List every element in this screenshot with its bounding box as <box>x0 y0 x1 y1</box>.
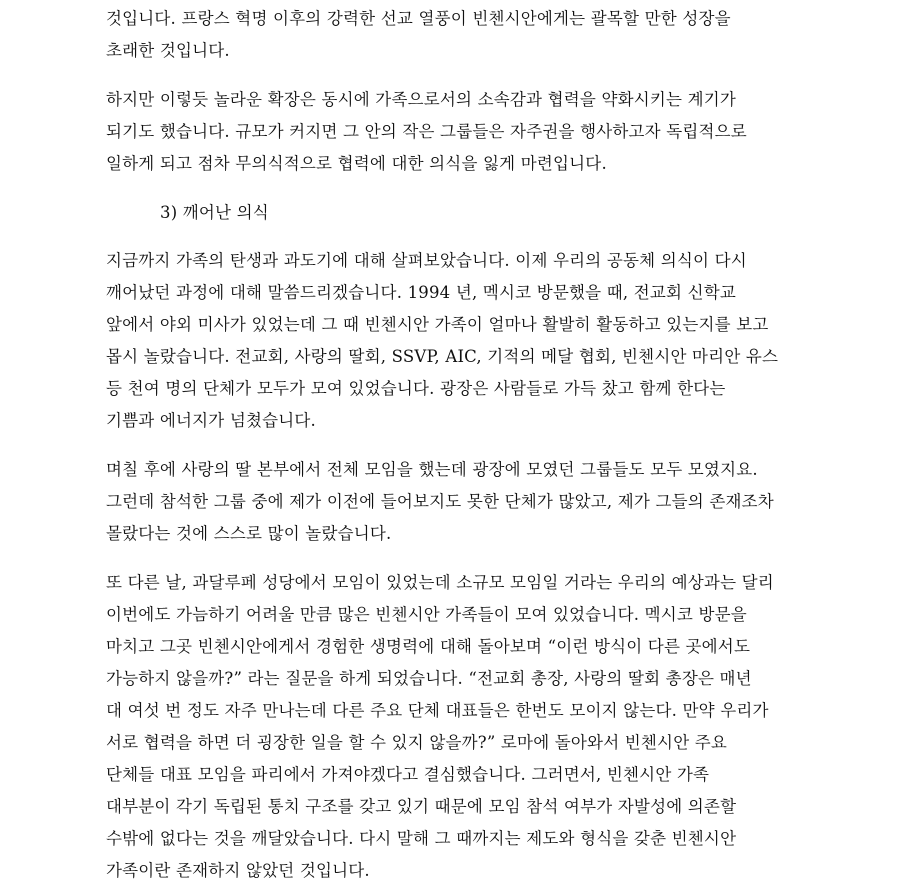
text-line: 또 다른 날, 과달루페 성당에서 모임이 있었는데 소규모 모임일 거라는 우리의 예상과는 달리 <box>106 573 774 592</box>
text-line: 기쁨과 에너지가 넘쳤습니다. <box>106 411 317 430</box>
text-line: 몰랐다는 것에 스스로 많이 놀랐습니다. <box>106 524 392 543</box>
text-line: 지금까지 가족의 탄생과 과도기에 대해 살펴보았습니다. 이제 우리의 공동체 의식이 다시 <box>106 251 747 270</box>
text-line: 등 천여 명의 단체가 모두가 모여 있었습니다. 광장은 사람들로 가득 찼고 함께 한다는 <box>106 379 726 398</box>
text-line: 일하게 되고 점차 무의식적으로 협력에 대한 의식을 잃게 마련입니다. <box>106 154 607 173</box>
text-line: 며칠 후에 사랑의 딸 본부에서 전체 모임을 했는데 광장에 모였던 그룹들도 모두 모였지요. <box>106 460 758 479</box>
text-line: 수밖에 없다는 것을 깨달았습니다. 다시 말해 그 때까지는 제도와 형식을 갖춘 빈첸시안 <box>106 829 737 848</box>
text-line: 단체들 대표 모임을 파리에서 가져야겠다고 결심했습니다. 그러면서, 빈첸시안 가족 <box>106 765 710 784</box>
text-line: 이번에도 가늠하기 어려울 만큼 많은 빈첸시안 가족들이 모여 있었습니다. 멕시코 방문을 <box>106 605 747 624</box>
section-heading: 3) 깨어난 의식 <box>160 203 269 222</box>
text-line: 마치고 그곳 빈첸시안에게서 경험한 생명력에 대해 돌아보며 “이런 방식이 다른 곳에서도 <box>106 637 751 656</box>
text-line: 대 여섯 번 정도 자주 만나는데 다른 주요 단체 대표들은 한번도 모이지 않는다. 만약 우리가 <box>106 701 769 720</box>
text-line: 가족이란 존재하지 않았던 것입니다. <box>106 861 370 880</box>
text-line: 몹시 놀랐습니다. 전교회, 사랑의 딸회, SSVP, AIC, 기적의 메달 협회, 빈첸시안 마리안 유스 <box>106 347 779 366</box>
text-line: 것입니다. 프랑스 혁명 이후의 강력한 선교 열풍이 빈첸시안에게는 괄목할 만한 성장을 <box>106 9 731 28</box>
text-line: 그런데 참석한 그룹 중에 제가 이전에 들어보지도 못한 단체가 많았고, 제가 그들의 존재조차 <box>106 492 774 511</box>
text-line: 대부분이 각기 독립된 통치 구조를 갖고 있기 때문에 모임 참석 여부가 자발성에 의존할 <box>106 797 737 816</box>
text-line: 하지만 이렇듯 놀라운 확장은 동시에 가족으로서의 소속감과 협력을 약화시키는 계기가 <box>106 90 737 109</box>
text-line: 되기도 했습니다. 규모가 커지면 그 안의 작은 그룹들은 자주권을 행사하고자 독립적으로 <box>106 122 747 141</box>
text-line: 가능하지 않을까?” 라는 질문을 하게 되었습니다. “전교회 총장, 사랑의 딸회 총장은 매년 <box>106 669 752 688</box>
text-line: 서로 협력을 하면 더 굉장한 일을 할 수 있지 않을까?” 로마에 돌아와서 빈첸시안 주요 <box>106 733 728 752</box>
text-line: 깨어났던 과정에 대해 말씀드리겠습니다. 1994 년, 멕시코 방문했을 때, 전교회 신학교 <box>106 283 737 302</box>
text-line: 초래한 것입니다. <box>106 41 230 60</box>
text-line: 앞에서 야외 미사가 있었는데 그 때 빈첸시안 가족이 얼마나 활발히 활동하고 있는지를 보고 <box>106 315 769 334</box>
